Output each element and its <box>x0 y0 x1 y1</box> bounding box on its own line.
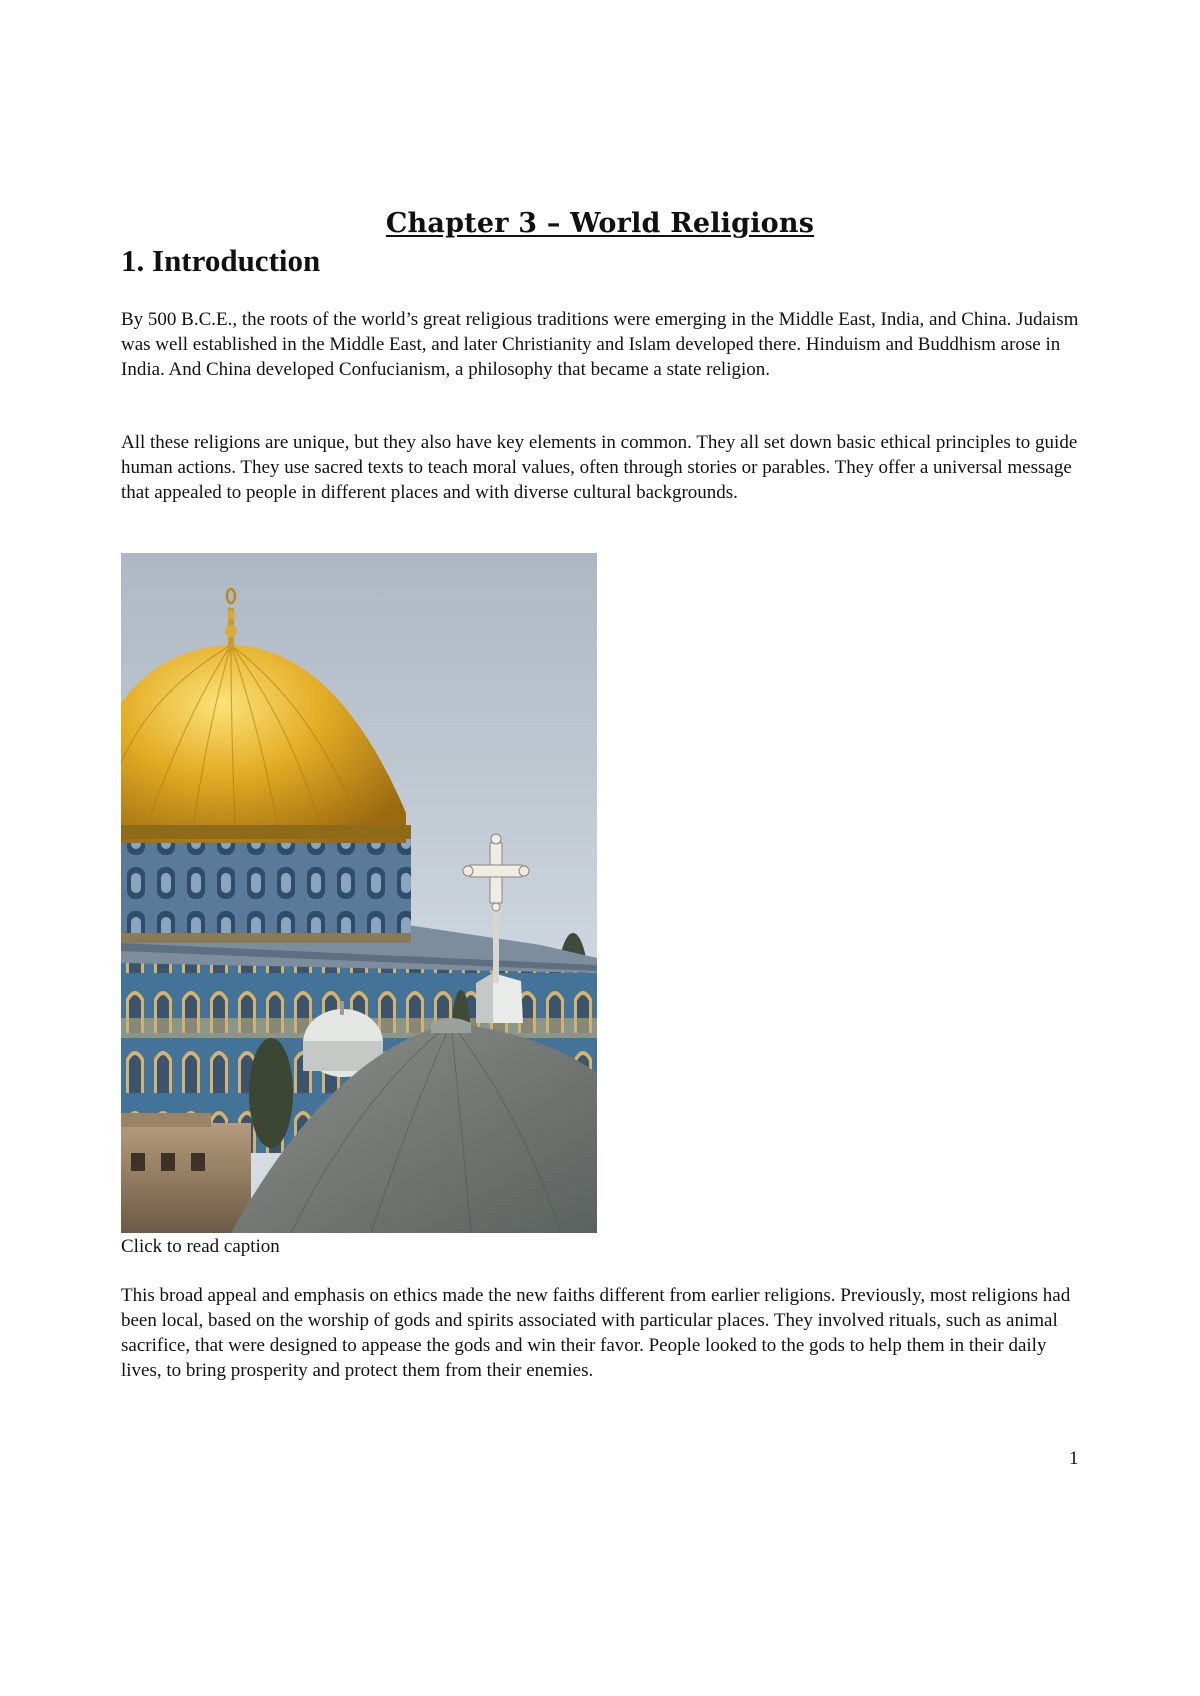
section-heading: 1. Introduction <box>121 243 321 278</box>
photo-caption-link[interactable]: Click to read caption <box>121 1236 280 1257</box>
dome-of-the-rock-photo <box>121 553 597 1233</box>
intro-paragraph-1: By 500 B.C.E., the roots of the world’s great religious traditions were emerging in the Middle East, India, and China. Judaism was well established in the Middle East, and later Christianity and Islam developed there. Hinduism and Buddhism arose in India. And China developed Confucianism, a philosophy that became a state religion. <box>121 309 1079 380</box>
intro-paragraph-2: All these religions are unique, but they also have key elements in common. They all set down basic ethical principles to guide human actions. They use sacred texts to teach moral values, often through stories or parables. They offer a universal message that appealed to people in different places and with diverse cultural backgrounds. <box>121 432 1078 503</box>
chapter-title: Chapter 3 – World Religions <box>385 208 815 239</box>
intro-paragraph-3: This broad appeal and emphasis on ethics made the new faiths different from earlier religions. Previously, most religions had been local, based on the worship of gods and spirits associated with particular places. They involved rituals, such as animal sacrifice, that were designed to appease the gods and win their favor. People looked to the gods to help them in their daily lives, to bring prosperity and protect them from their enemies. <box>121 1285 1071 1381</box>
page-number: 1 <box>1069 1448 1079 1469</box>
